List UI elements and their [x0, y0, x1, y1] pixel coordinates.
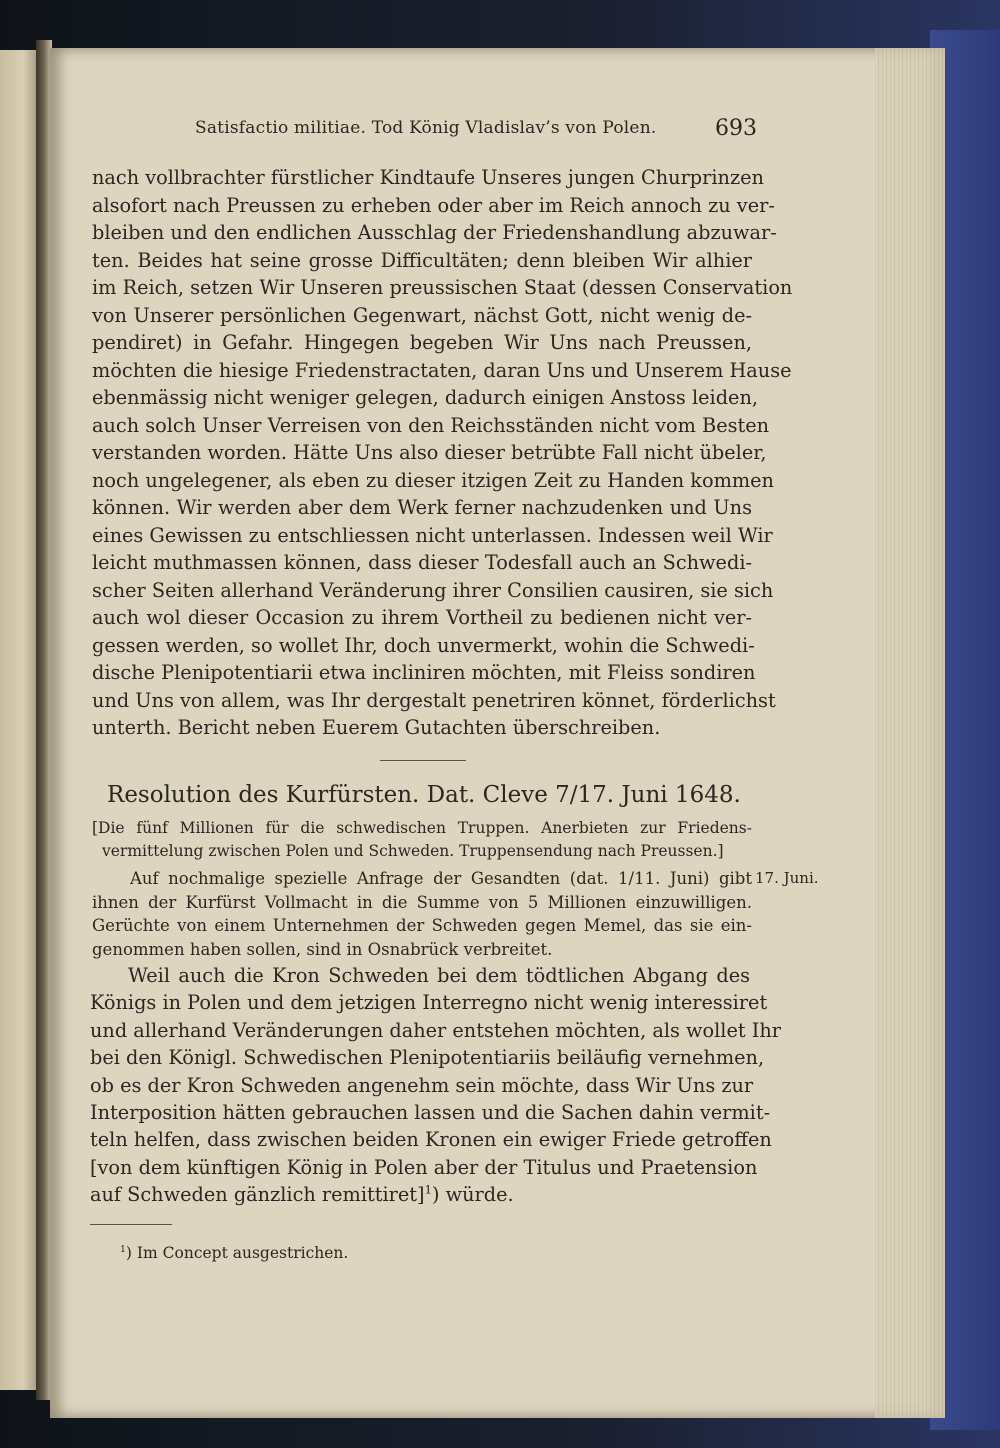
text-line: teln helfen, dass zwischen beiden Kronen ein ewiger Friede getroffen [90, 1128, 772, 1152]
body-paragraph [92, 164, 793, 742]
text-fragment: auf Schweden gänzlich remittiret] [90, 1183, 425, 1207]
facing-page-edge [0, 50, 38, 1390]
book-page [50, 48, 945, 1418]
margin-date: 17. Juni. [755, 869, 819, 887]
text-line: ten. Beides hat seine grosse Difficultäten; denn bleiben Wir alhier [92, 248, 752, 272]
text-line: auch solch Unser Verreisen von den Reichsständen nicht vom Besten [92, 413, 770, 437]
note-line: Gerüchte von einem Unternehmen der Schweden gegen Memel, das sie ein- [92, 916, 752, 935]
text-line: leicht muthmassen können, dass dieser Todesfall auch an Schwedi- [92, 551, 752, 574]
footnote-rule [90, 1224, 172, 1225]
summary-line: vermittelung zwischen Polen und Schweden. Truppensendung nach Preussen.] [102, 842, 724, 860]
section-summary [92, 817, 752, 863]
text-line: im Reich, setzen Wir Unseren preussischen Staat (dessen Conservation [92, 276, 793, 299]
text-line: [von dem künftigen König in Polen aber der Titulus und Praetension [90, 1155, 758, 1179]
footnote [120, 1244, 348, 1262]
text-line: von Unserer persönlichen Gegenwart, nächst Gott, nicht wenig de- [92, 303, 752, 327]
text-line: gessen werden, so wollet Ihr, doch unvermerkt, wohin die Schwedi- [92, 633, 755, 657]
text-line: noch ungelegener, als eben zu dieser itzigen Zeit zu Handen kommen [92, 468, 774, 492]
text-line: Königs in Polen und dem jetzigen Interregno nicht wenig interessiret [90, 991, 768, 1015]
footnote-number: 1 [120, 1243, 126, 1255]
footnote-text: ) Im Concept ausgestrichen. [125, 1244, 349, 1262]
text-line: möchten die hiesige Friedenstractaten, daran Uns und Unserem Hause [92, 358, 792, 382]
text-line: ebenmässig nicht weniger gelegen, dadurch einigen Anstoss leiden, [92, 386, 759, 409]
text-line: nach vollbrachter fürstlicher Kindtaufe Unseres jungen Churprinzen [92, 166, 764, 189]
text-line: Interposition hätten gebrauchen lassen und die Sachen dahin vermit- [90, 1100, 771, 1124]
text-line: bleiben und den endlichen Ausschlag der Friedenshandlung abzuwar- [92, 221, 777, 244]
text-line: bei den Königl. Schwedischen Plenipotentiariis beiläufig vernehmen, [90, 1046, 765, 1070]
note-line: genommen haben sollen, sind in Osnabrück verbreitet. [92, 939, 553, 959]
text-line: pendiret) in Gefahr. Hingegen begeben Wir Uns nach Preussen, [92, 331, 752, 354]
page-number: 693 [715, 116, 757, 141]
text-line-with-footnote [90, 1181, 750, 1208]
text-line: und Uns von allem, was Ihr dergestalt penetriren könnet, förderlichst [92, 688, 776, 712]
text-fragment: ) würde. [431, 1183, 514, 1207]
text-line: dische Plenipotentiarii etwa incliniren möchten, mit Fleiss sondiren [92, 661, 756, 684]
note-line: ihnen der Kurfürst Vollmacht in die Summe von 5 Millionen einzuwilligen. [92, 892, 752, 912]
section-divider [380, 760, 466, 761]
text-line: scher Seiten allerhand Veränderung ihrer Consilien causiren, sie sich [92, 578, 774, 602]
running-head: Satisfactio militiae. Tod König Vladislav’s von Polen. [195, 118, 657, 138]
text-line: können. Wir werden aber dem Werk ferner nachzudenken und Uns [92, 496, 752, 519]
text-line: und allerhand Veränderungen daher entstehen möchten, als wollet Ihr [90, 1018, 781, 1042]
text-line: eines Gewissen zu entschliessen nicht unterlassen. Indessen weil Wir [92, 523, 773, 547]
footnote-marker: 1 [424, 1182, 432, 1197]
text-line: alsofort nach Preussen zu erheben oder aber im Reich annoch zu ver- [92, 193, 775, 217]
note-line: Auf nochmalige spezielle Anfrage der Gesandten (dat. 1/11. Juni) gibt [130, 869, 752, 888]
text-line: ob es der Kron Schweden angenehm sein möchte, dass Wir Uns zur [90, 1073, 754, 1097]
section-heading: Resolution des Kurfürsten. Dat. Cleve 7/17. Juni 1648. [107, 782, 741, 808]
page-content [50, 48, 945, 1418]
text-line: auch wol dieser Occasion zu ihrem Vortheil zu bedienen nicht ver- [92, 606, 752, 629]
summary-line: [Die fünf Millionen für die schwedischen Truppen. Anerbieten zur Friedens- [92, 819, 752, 837]
text-line: unterth. Bericht neben Euerem Gutachten überschreiben. [92, 716, 661, 739]
text-line: verstanden worden. Hätte Uns also dieser betrübte Fall nicht übeler, [92, 441, 767, 464]
text-line: Weil auch die Kron Schweden bei dem tödtlichen Abgang des [128, 964, 750, 987]
editorial-note [92, 867, 752, 961]
resolution-paragraph [90, 962, 781, 1209]
